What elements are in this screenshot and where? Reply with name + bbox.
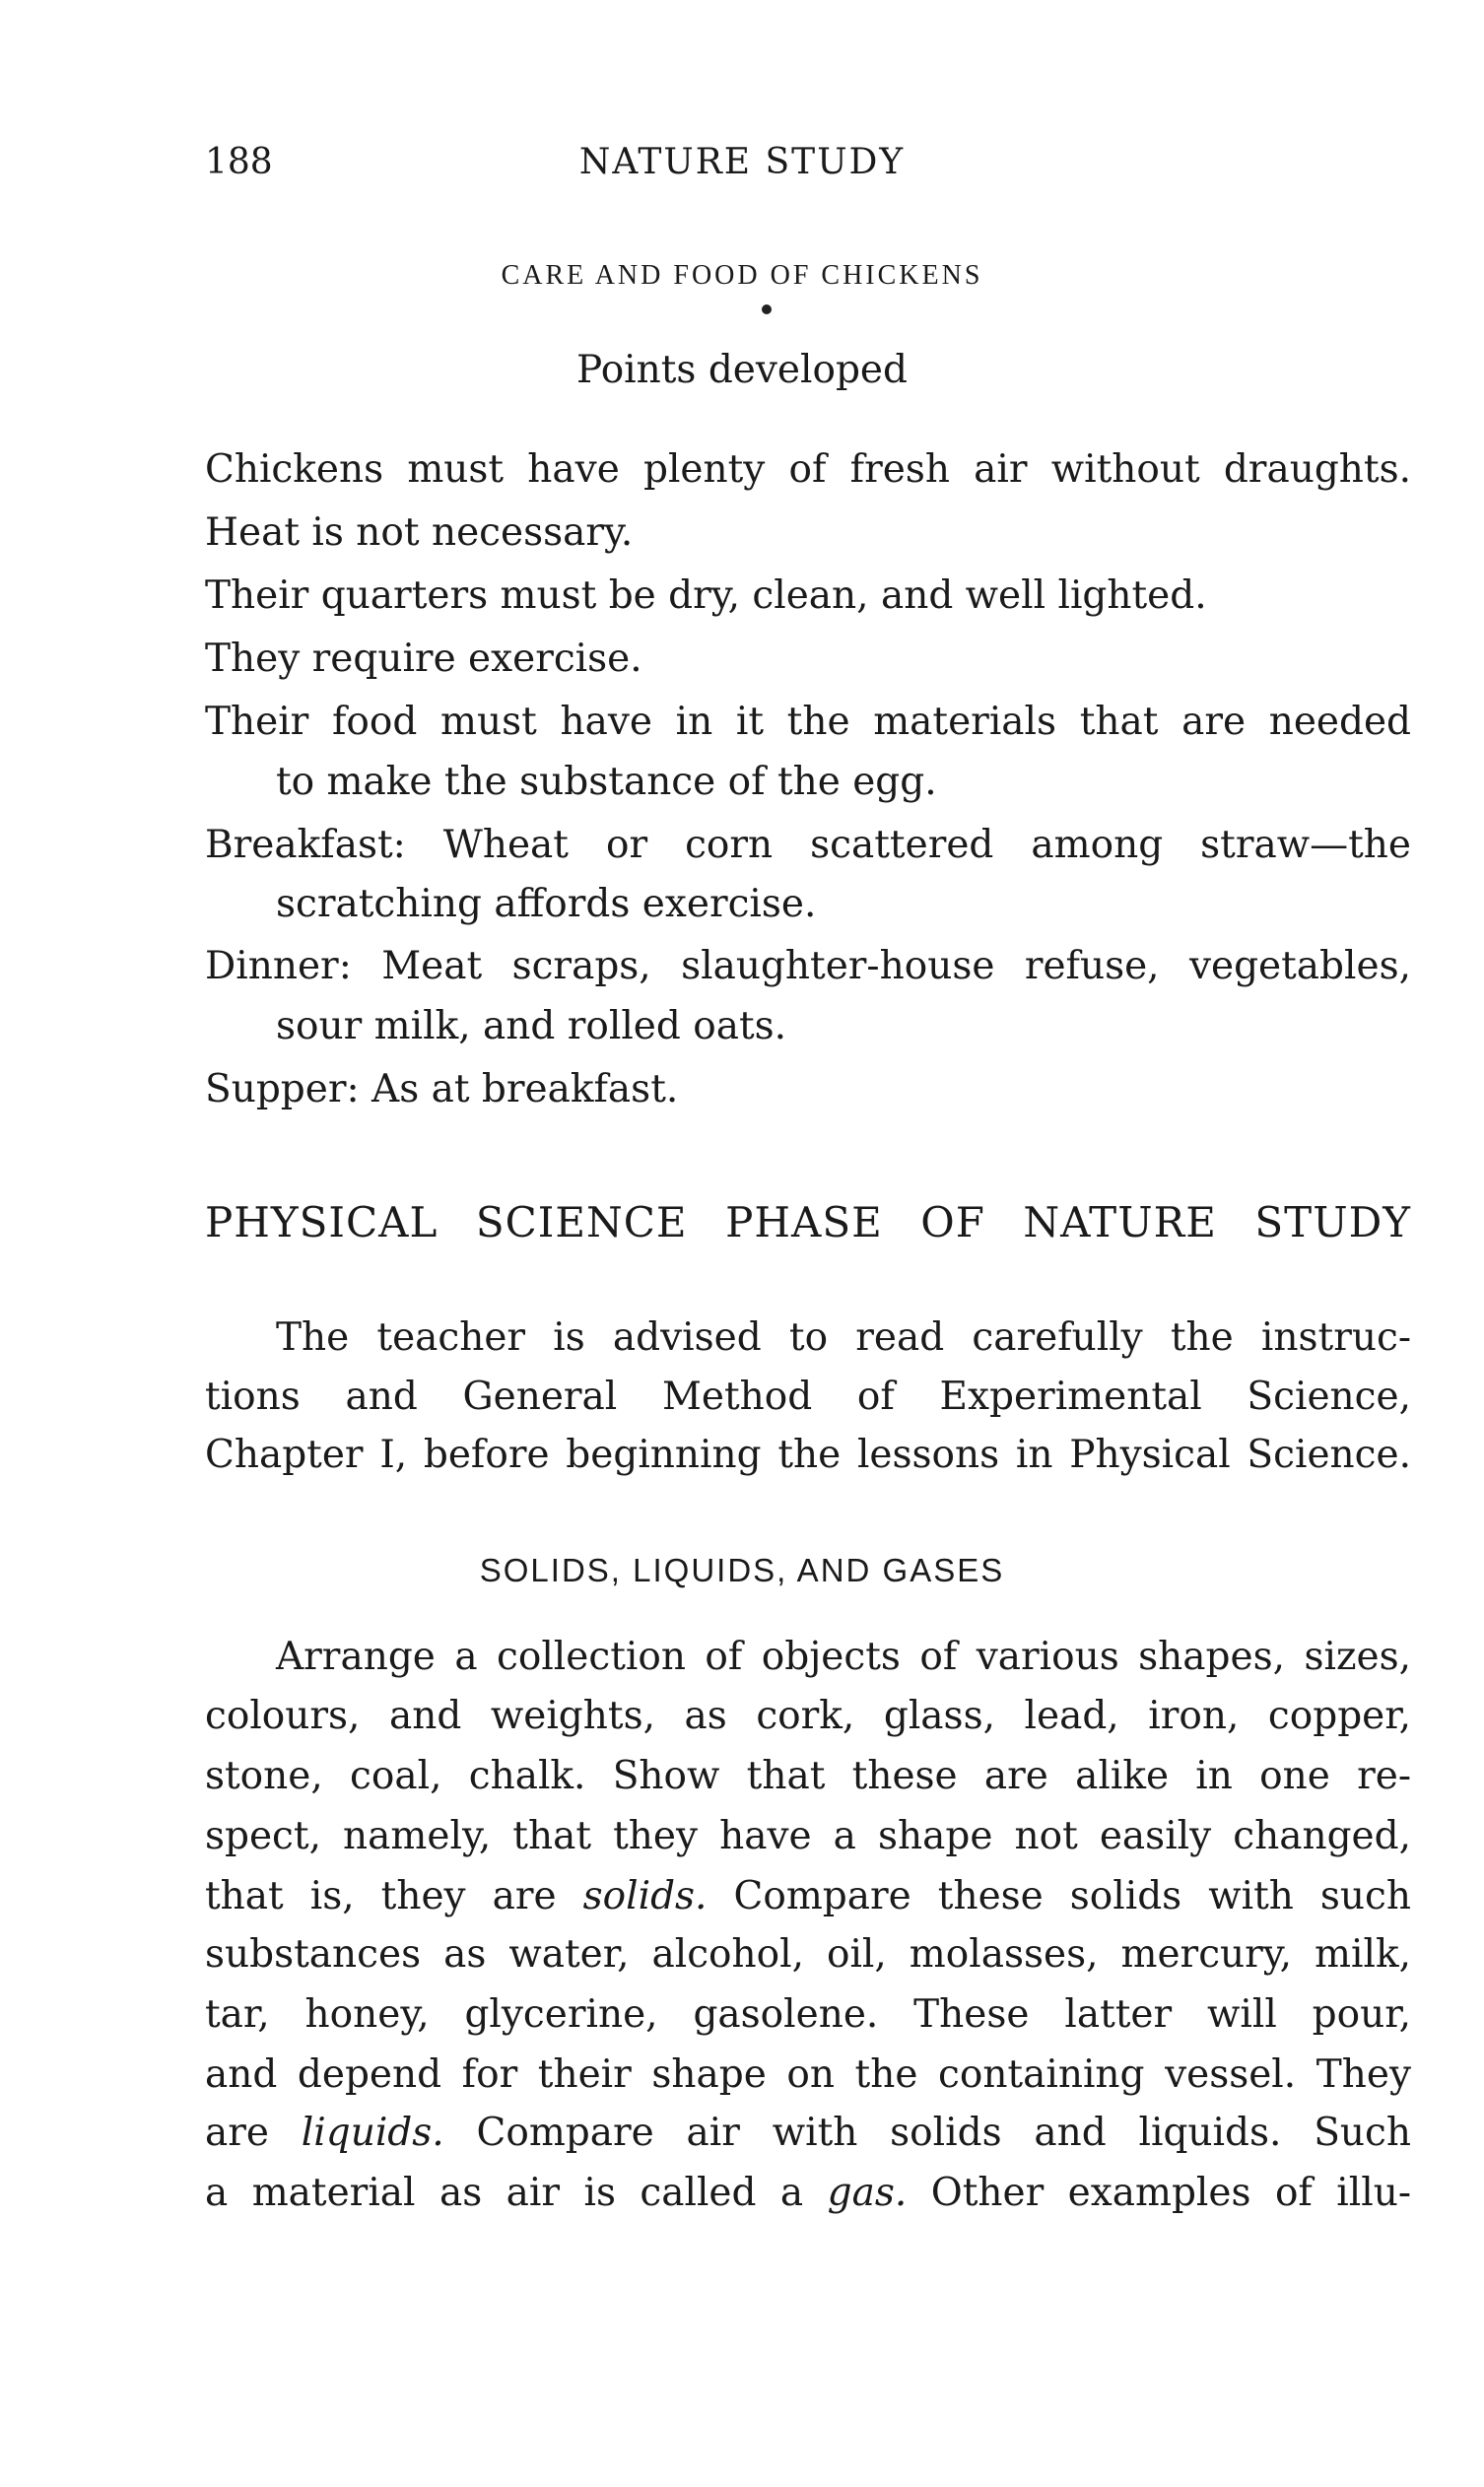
text-line: spect, namely, that they have a shape not easily changed, xyxy=(205,1814,1411,1858)
text-line: Chapter I, before beginning the lessons in Physical Science. xyxy=(205,1433,1411,1477)
text-line: They require exercise. xyxy=(205,637,642,681)
text-line: Arrange a collection of objects of various shapes, sizes, xyxy=(276,1635,1411,1679)
text-line: and depend for their shape on the containing vessel. They xyxy=(205,2052,1411,2097)
text-line: Heat is not necessary. xyxy=(205,510,634,555)
text-line: sour milk, and rolled oats. xyxy=(276,1004,787,1048)
text-span: Compare these solids with such xyxy=(733,1874,1411,1918)
text-span: a material as air is called a xyxy=(205,2171,804,2215)
text-line: The teacher is advised to read carefully the instruc- xyxy=(276,1315,1411,1360)
text-line: scratching affords exercise. xyxy=(276,882,817,926)
text-span: Other examples of illu- xyxy=(930,2171,1412,2215)
text-line xyxy=(205,1873,1411,1920)
italic-term: liquids. xyxy=(301,2111,444,2155)
section-subtitle: Points developed xyxy=(576,348,908,392)
text-line: Their quarters must be dry, clean, and well lighted. xyxy=(205,573,1207,618)
page-number: 188 xyxy=(205,142,273,182)
text-line: Chickens must have plenty of fresh air without draughts. xyxy=(205,447,1411,492)
text-line: to make the substance of the egg. xyxy=(276,760,937,804)
running-title: NATURE STUDY xyxy=(578,142,906,182)
section-title-chickens: CARE AND FOOD OF CHICKENS xyxy=(501,260,983,291)
text-line xyxy=(205,2170,1411,2217)
section-heading-physical-science: PHYSICAL SCIENCE PHASE OF NATURE STUDY xyxy=(205,1198,1411,1246)
text-line: Supper: As at breakfast. xyxy=(205,1067,679,1111)
text-line: tar, honey, glycerine, gasolene. These latter will pour, xyxy=(205,1992,1411,2037)
text-span: Compare air with solids and liquids. Such xyxy=(476,2111,1411,2155)
bullet-mark xyxy=(762,304,772,314)
italic-term: solids. xyxy=(582,1874,708,1918)
text-line: tions and General Method of Experimental Science, xyxy=(205,1375,1411,1419)
text-line: colours, and weights, as cork, glass, lead, iron, copper, xyxy=(205,1694,1411,1738)
italic-term: gas. xyxy=(827,2171,908,2215)
text-span: are xyxy=(205,2111,269,2155)
text-line: Their food must have in it the materials that are needed xyxy=(205,700,1411,744)
section-title-solids: SOLIDS, LIQUIDS, AND GASES xyxy=(479,1552,1005,1588)
text-line: substances as water, alcohol, oil, molasses, mercury, milk, xyxy=(205,1932,1411,1977)
text-line: Dinner: Meat scraps, slaughter-house refuse, vegetables, xyxy=(205,944,1411,988)
text-line: stone, coal, chalk. Show that these are alike in one re- xyxy=(205,1754,1411,1798)
text-span: that is, they are xyxy=(205,1874,557,1918)
text-line xyxy=(205,2110,1411,2157)
text-line: Breakfast: Wheat or corn scattered among straw—the xyxy=(205,823,1411,867)
